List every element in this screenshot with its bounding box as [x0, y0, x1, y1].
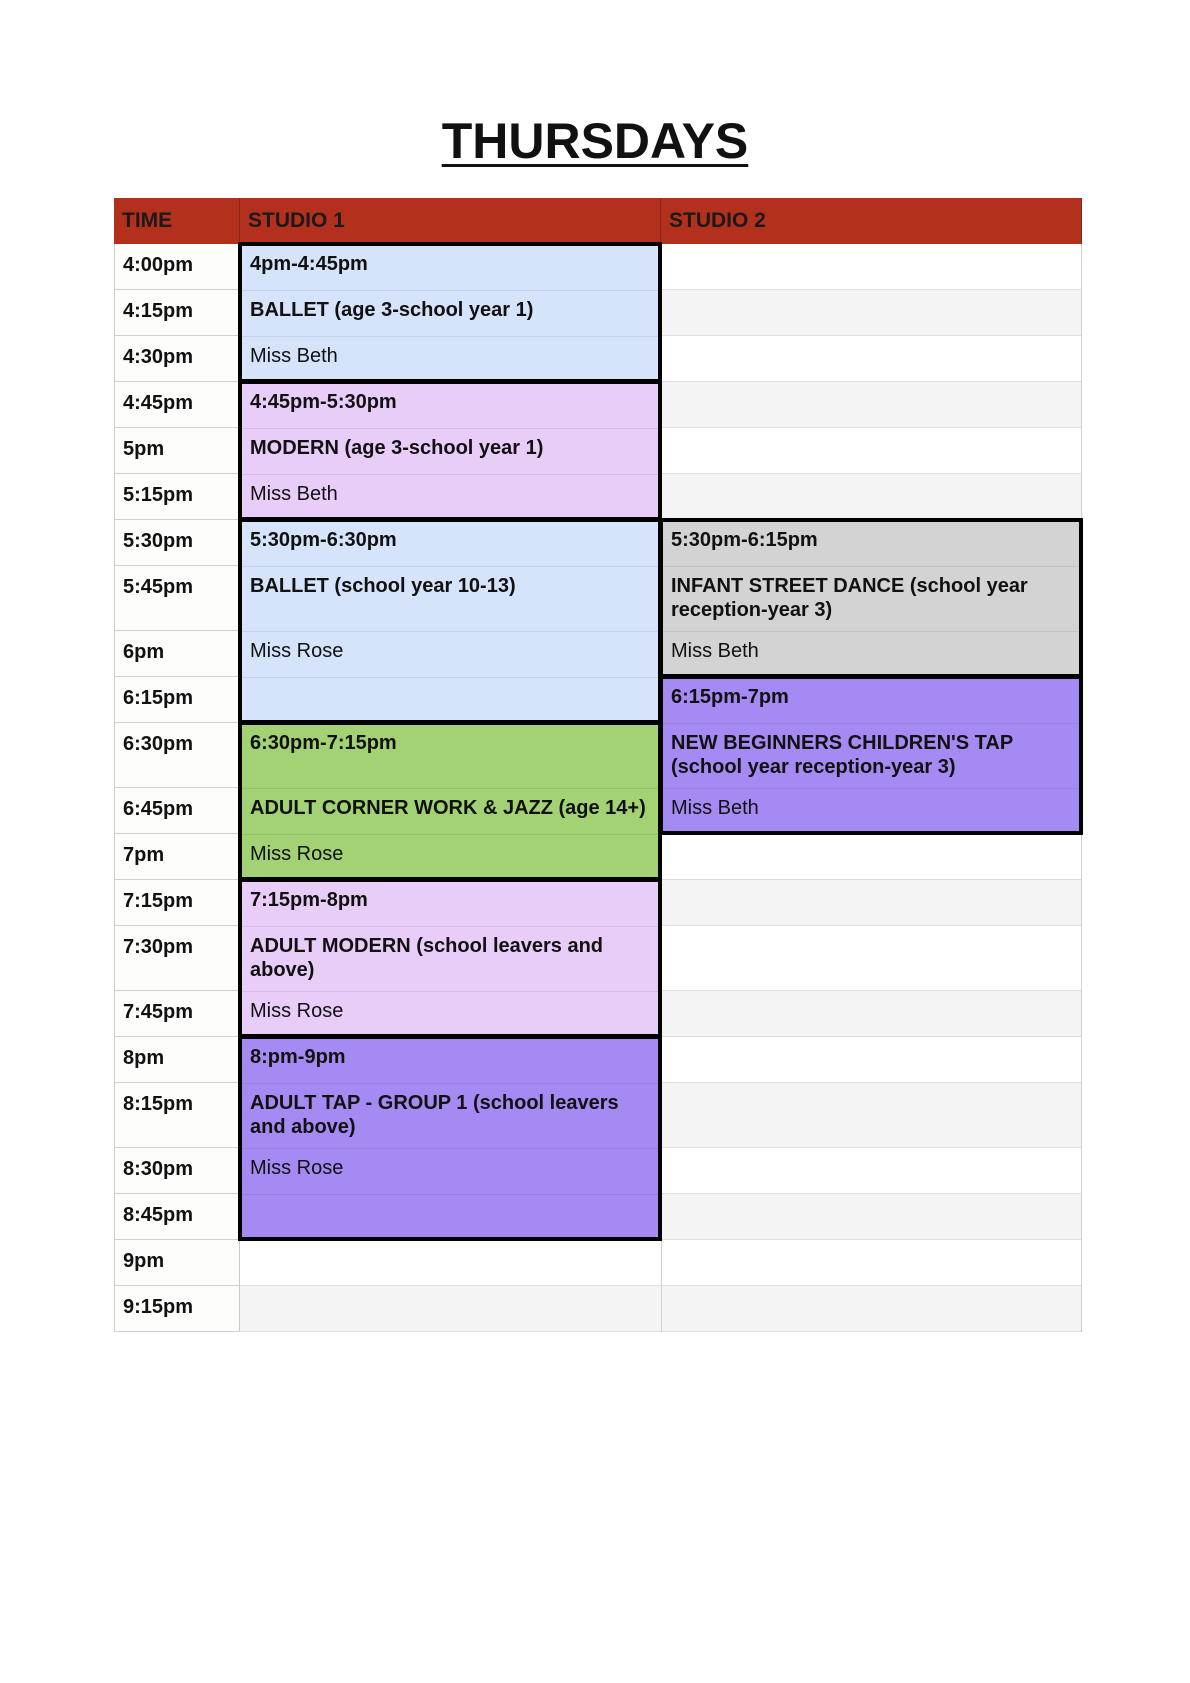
cell-divider: [663, 723, 1079, 724]
class-teacher: Miss Rose: [250, 843, 344, 865]
cell-divider: [242, 474, 658, 475]
class-time: 4:45pm-5:30pm: [250, 391, 397, 413]
class-block: [238, 518, 662, 724]
class-block: [238, 242, 662, 383]
cell-divider: [242, 631, 658, 632]
cell-divider: [663, 788, 1079, 789]
time-slot: 5:45pm: [114, 566, 240, 631]
time-slot: 7:15pm: [114, 880, 240, 926]
time-slot: 4:15pm: [114, 290, 240, 336]
cell-divider: [242, 834, 658, 835]
class-time: 5:30pm-6:30pm: [250, 529, 397, 551]
time-slot: 8:30pm: [114, 1148, 240, 1194]
time-slot: 7:45pm: [114, 991, 240, 1037]
class-block: [238, 721, 662, 881]
class-teacher: Miss Beth: [671, 640, 759, 662]
cell-divider: [242, 788, 658, 789]
cell-divider: [242, 1194, 658, 1195]
time-slot: 8:15pm: [114, 1083, 240, 1148]
class-name: MODERN (age 3-school year 1): [250, 437, 544, 459]
class-name: BALLET (school year 10-13): [250, 575, 516, 597]
class-teacher: Miss Beth: [671, 797, 759, 819]
class-block: [238, 380, 662, 521]
class-time: 4pm-4:45pm: [250, 253, 368, 275]
time-slot: 9pm: [114, 1240, 240, 1286]
class-name: BALLET (age 3-school year 1): [250, 299, 534, 321]
time-slot: 4:45pm: [114, 382, 240, 428]
time-slot: 4:30pm: [114, 336, 240, 382]
class-teacher: Miss Beth: [250, 345, 338, 367]
class-teacher: Miss Rose: [250, 640, 344, 662]
class-block: [659, 518, 1083, 678]
class-block: [238, 878, 662, 1038]
class-time: 5:30pm-6:15pm: [671, 529, 818, 551]
class-time: 8:pm-9pm: [250, 1046, 346, 1068]
time-slot: 5:15pm: [114, 474, 240, 520]
cell-divider: [242, 1083, 658, 1084]
cell-divider: [242, 1148, 658, 1149]
cell-divider: [663, 631, 1079, 632]
cell-divider: [242, 926, 658, 927]
class-name: ADULT CORNER WORK & JAZZ (age 14+): [250, 797, 646, 819]
time-slot: 7pm: [114, 834, 240, 880]
class-name: INFANT STREET DANCE (school year reception-year 3): [671, 575, 1028, 621]
class-name: NEW BEGINNERS CHILDREN'S TAP (school year reception-year 3): [671, 732, 1013, 778]
class-teacher: Miss Rose: [250, 1000, 344, 1022]
cell-divider: [242, 336, 658, 337]
time-slot: 9:15pm: [114, 1286, 240, 1332]
class-block: [238, 1035, 662, 1241]
class-time: 6:15pm-7pm: [671, 686, 789, 708]
cell-divider: [242, 677, 658, 678]
time-slot: 5:30pm: [114, 520, 240, 566]
cell-divider: [242, 991, 658, 992]
header-studio-2: STUDIO 2: [661, 198, 1082, 244]
header-studio-1: STUDIO 1: [240, 198, 661, 244]
cell-divider: [242, 290, 658, 291]
time-slot: 8:45pm: [114, 1194, 240, 1240]
time-slot: 6:15pm: [114, 677, 240, 723]
class-time: 7:15pm-8pm: [250, 889, 368, 911]
time-slot: 6:30pm: [114, 723, 240, 788]
class-block: [659, 675, 1083, 835]
time-slot: 7:30pm: [114, 926, 240, 991]
class-teacher: Miss Rose: [250, 1157, 344, 1179]
cell-divider: [242, 566, 658, 567]
cell-divider: [663, 566, 1079, 567]
class-teacher: Miss Beth: [250, 483, 338, 505]
time-slot: 6:45pm: [114, 788, 240, 834]
time-slot: 4:00pm: [114, 244, 240, 290]
schedule-table: [114, 198, 1082, 1330]
class-time: 6:30pm-7:15pm: [250, 732, 397, 754]
class-name: ADULT MODERN (school leavers and above): [250, 935, 604, 981]
class-name: ADULT TAP - GROUP 1 (school leavers and above): [250, 1092, 619, 1138]
page-title: THURSDAYS: [441, 113, 749, 169]
time-slot: 6pm: [114, 631, 240, 677]
time-slot: 5pm: [114, 428, 240, 474]
cell-divider: [242, 428, 658, 429]
time-slot: 8pm: [114, 1037, 240, 1083]
header-time: TIME: [114, 198, 240, 244]
